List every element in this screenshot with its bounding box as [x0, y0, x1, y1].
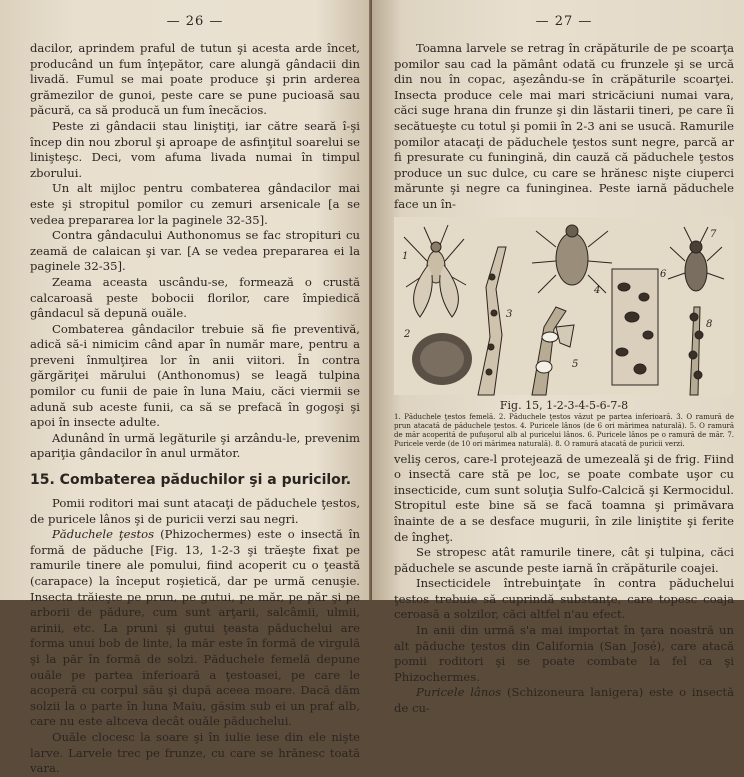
paragraph: Ouăle clocesc la soare şi în iulie iese din ele nişte larve. Larvele trec pe frunze, cu care se hrănesc toată vara. [30, 729, 360, 776]
figure-label: 5 [572, 358, 579, 370]
paragraph: Pomii roditori mai sunt atacaţi de păduchele ţestos, de puricele lânos şi de puricii verzi sau negri. [30, 496, 360, 526]
figure-label: 7 [710, 228, 717, 240]
insect-illustration [394, 217, 734, 395]
paragraph-text: (Schizoneura lanigera) este o insectă de cu- [394, 685, 734, 716]
paragraph: Contra gândacului Authonomus se fac stropituri cu zeamă de calaican şi var. [A se vedea prepararea ei la paginele 32-35]. [30, 228, 360, 274]
figure-title: Fig. 15, 1-2-3-4-5-6-7-8 [499, 398, 629, 412]
figure-label: 3 [506, 308, 513, 320]
paragraph-text: (Phizochermes) este o insectă în formă de păduche [Fig. 13, 1-2-3 şi trăeşte fixat pe ramurile tinere ale pomului, fiind acoperit cu o ţeastă (carapace) la început roşietică, dar pe urmă cenuşie. Insecta trăieşte pe prun, pe gutui, pe măr, pe păr şi pe arborii de pădure, cum sunt arţarii, salcâmii, ulmii, arinii, etc. La pruni şi gutui ţeasta păduchelui are forma unui bob de linte, la măr este în formă de virgulă şi la păr în formă de solzi. Păduchele femelă depune ouăle pe partea inferioară a ţestoasei, pe care le acoperă cu corpul său şi după aceea moare. Dacă dăm solzii la o parte în luna Maiu, găsim sub ei un praf alb, care nu este altceva decât ouăle păduchelui. [30, 527, 360, 729]
italic-term: Păduchele ţestos [52, 527, 155, 542]
page-number: — 26 — [166, 14, 224, 29]
paragraph: Zeama aceasta uscându-se, formează o crustă calcaroasă peste bobocii florilor, care împiedică gândacul să depună ouăle. [30, 274, 360, 321]
paragraph: Adunând în urmă legăturile şi arzându-le, prevenim apariţia gândacilor în anul următor. [30, 430, 360, 461]
paragraph: Toamna larvele se retrag în crăpăturile de pe scoarţa pomilor sau cad la pământ odată cu frunzele şi se urcă din nou în copac, aşezându-se în crăpăturile scoarţei. Insecta produce cele mai mari stricăciuni numai vara, căci suge hrana din frunze şi din lăstarii tineri, pe care îi secătueşte cu totul şi pomii în 2-3 ani se usucă. Ramurile pomilor atacaţi de păduchele ţestos sunt negre, parcă ar fi presurate cu funingină, din cauză că păduchele ţestos produce un suc dulce, cu care se hrănesc nişte ciuperci mărunte şi negre ca funinginea. Peste iarnă păduchele face un în- [394, 41, 734, 211]
paragraph: In anii din urmă s'a mai importat în ţara noastră un alt păduche ţestos din California (San José), care atacă pomii roditori şi se poate combate la fel ca şi Phizochermes. [394, 623, 734, 684]
figure-label: 4 [594, 284, 601, 296]
paragraph: Insecticidele întrebuinţate în contra păduchelui ţestos trebuie să cuprindă substanţe, care topesc coaja ceroasă a solzilor, căci altfel n'au efect. [394, 576, 734, 622]
illustration-drawing [394, 217, 734, 395]
paragraph [394, 685, 734, 716]
paragraph [30, 527, 360, 730]
left-page [0, 0, 372, 776]
paragraph: Peste zi gândacii stau liniştiţi, iar către seară î-şi încep din nou zborul şi aproape de asfinţitul soarelui se linişteşc. Deci, vom afuma livada numai în timpul zborului. [30, 118, 360, 180]
figure-label: 6 [660, 268, 667, 280]
figure-label: 1 [402, 250, 409, 262]
page-number: — 27 — [535, 14, 593, 29]
section-heading: 15. Combaterea păduchilor şi a puricilor. [30, 472, 352, 489]
paragraph: veliş ceros, care-l protejează de umezeală şi de frig. Fiind o insectă care stă pe loc, se poate combate uşor cu insecticide, cum sunt soluţia Sulfo-Calcică şi Kermocidul. Stropitul este bine să se facă toamna şi primăvara înainte de a se desface mugurii, în zile liniştite şi ferite de îngheţ. [394, 451, 734, 544]
paragraph: Un alt mijloc pentru combaterea gândacilor mai este şi stropitul pomilor cu zemuri arsenicale [a se vedea prepararea lor la paginele 32-35]. [30, 181, 360, 227]
paragraph: dacilor, aprindem praful de tutun şi acesta arde încet, producând un fum înţepător, care alungă gândacii din livadă. Fumul se mai poate produce şi prin arderea grămezilor de gunoi, peste care se pune pucioasă sau păcură, ca să producă un fum înecăcios. [30, 41, 360, 118]
apple-bark-aphids-drawing [612, 269, 658, 385]
figure-label: 8 [706, 318, 713, 330]
figure-caption: 1. Păduchele ţestos femelă. 2. Păduchele ţestos văzut pe partea inferioară. 3. O ramură de prun atacată de păduchele ţestos. 4. Puricele lânos (de 6 ori mărimea naturală). 5. O ramură de măr acoperită de pufuşorul alb al puricelui lânos. 6. Puricele lânos pe o ramură de măr. 7. Puricele verde (de 10 ori mărimea naturală). 8. O ramură atacată de puricii verzi. [394, 412, 734, 448]
paragraph: Se stropesc atât ramurile tinere, cât şi tulpina, căci păduchele se ascunde peste iarnă în crăpăturile coajei. [394, 545, 734, 575]
right-page [372, 0, 744, 716]
italic-term: Puricele lânos [416, 685, 502, 700]
paragraph: Combaterea gândacilor trebuie să fie preventivă, adică să-i nimicim când apar în număr mare, pentru a preveni înmulţirea lor în anii viitori. În contra gărgăriţei mărului (Anthonomus) se leagă tulpina pomilor cu funii de paie în luna Maiu, căci viermii se adună sub aceste funii, ca să se prefacă în gogoşi şi apoi în insecte adulte. [30, 321, 360, 430]
figure-label: 2 [404, 328, 411, 340]
